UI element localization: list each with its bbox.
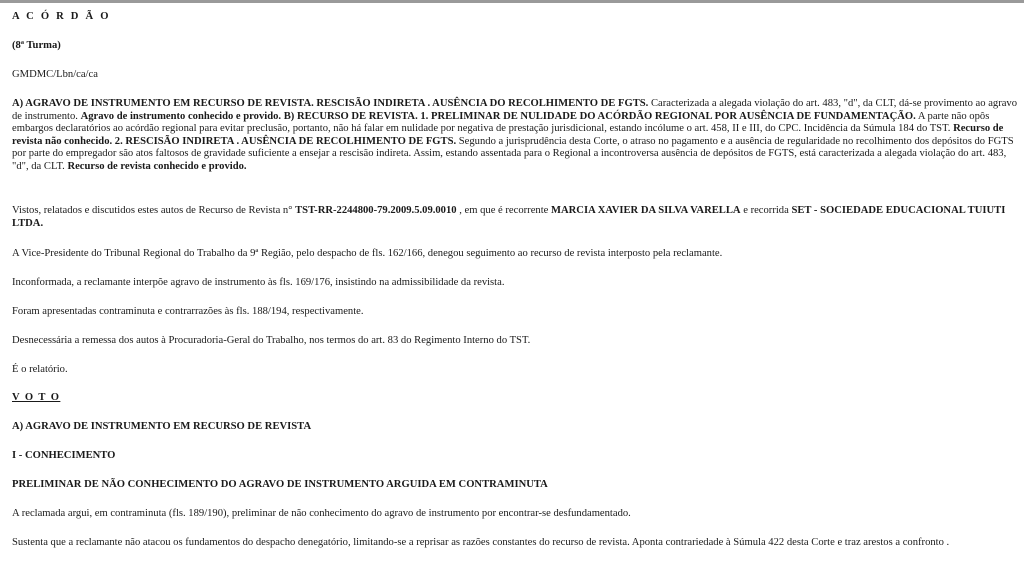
ementa-b1-result: Recurso de revista não conhecido. [12, 123, 1004, 147]
recorrida-name: SET - SOCIEDADE EDUCACIONAL TUIUTI LTDA. [12, 205, 1006, 229]
document-title: A C Ó R D Ã O [12, 11, 111, 22]
voto-section-conhecimento: I - CONHECIMENTO [12, 450, 116, 461]
turma-label: (8ª Turma) [12, 40, 61, 51]
voto-preliminar-heading: PRELIMINAR DE NÃO CONHECIMENTO DO AGRAVO DE INSTRUMENTO ARGUIDA EM CONTRAMINUTA [12, 479, 548, 490]
top-border [0, 0, 1024, 3]
ementa-paragraph [12, 98, 1018, 174]
voto-paragraph-2: Sustenta que a reclamante não atacou os fundamentos do despacho denegatório, limitando-se a reprisar as razões constantes do recurso de revista. Aponta contrariedade à Súmula 422 desta Corte e traz arestos a confronto . [12, 537, 950, 548]
ementa-b2-result: Recurso de revista conhecido e provido. [67, 160, 247, 172]
vistos-prefix: Vistos, relatados e discutidos estes autos de Recurso de Revista n° [12, 205, 296, 216]
paragraph-relatorio: É o relatório. [12, 364, 68, 375]
voto-section-a: A) AGRAVO DE INSTRUMENTO EM RECURSO DE REVISTA [12, 421, 312, 432]
paragraph-contraminuta: Foram apresentadas contraminuta e contrarrazões às fls. 188/194, respectivamente. [12, 306, 364, 317]
voto-paragraph-1: A reclamada argui, em contraminuta (fls. 189/190), preliminar de não conhecimento do agravo de instrumento por encontrar-se desfundamentado. [12, 508, 631, 519]
vistos-paragraph [12, 205, 1018, 230]
paragraph-inconformada: Inconformada, a reclamante interpõe agravo de instrumento às fls. 169/176, insistindo na admissibilidade da revista. [12, 277, 505, 288]
reference-code: GMDMC/Lbn/ca/ca [12, 69, 98, 80]
voto-title: V O T O [12, 392, 61, 403]
ementa-b-title: B) RECURSO DE REVISTA. 1. PRELIMINAR DE NULIDADE DO ACÓRDÃO REGIONAL POR AUSÊNCIA DE FUNDAMENTAÇÃO. [281, 110, 916, 122]
ementa-b2-title: 2. RESCISÃO INDIRETA . AUSÊNCIA DE RECOLHIMENTO DE FGTS. [112, 135, 457, 147]
vistos-middle: , em que é recorrente [456, 205, 551, 216]
ementa-b-text: A parte não opôs embargos declaratórios ao acórdão regional para evitar preclusão, portanto, não há falar em nulidade por negativa de prestação jurisdicional, estando incólume o art. 458, II e III, do CPC. Incidência da Súmula 184 do TST. [12, 110, 990, 135]
vistos-and: e recorrida [740, 205, 792, 216]
ementa-b2-text: Segundo a jurisprudência desta Corte, o atraso no pagamento e a ausência de regularidade no recolhimento dos depósitos do FGTS por parte do empregador são atos faltosos de gravidade suficiente a ensejar a rescisão indireta. Assim, estando assentada para o Regional a incontroversa ausência de depósitos de FGTS, está caracterizada a alegada violação do art. 483, "d", da CLT. [12, 135, 1014, 172]
ementa-a-result: Agravo de instrumento conhecido e provido. [80, 110, 282, 122]
paragraph-despacho: A Vice-Presidente do Tribunal Regional do Trabalho da 9ª Região, pelo despacho de fls. 162/166, denegou seguimento ao recurso de revista interposto pela reclamante. [12, 248, 723, 259]
ementa-a-text: Caracterizada a alegada violação do art. 483, "d", da CLT, dá-se provimento ao agravo de instrumento. [12, 98, 1018, 122]
recorrente-name: MARCIA XAVIER DA SILVA VARELLA [551, 205, 741, 216]
ementa-a-title: A) AGRAVO DE INSTRUMENTO EM RECURSO DE REVISTA. RESCISÃO INDIRETA . AUSÊNCIA DO RECOLHIMENTO DE FGTS. [12, 98, 649, 109]
process-number: TST-RR-2244800-79.2009.5.09.0010 [295, 205, 457, 216]
paragraph-remessa: Desnecessária a remessa dos autos à Procuradoria-Geral do Trabalho, nos termos do art. 83 do Regimento Interno do TST. [12, 335, 531, 346]
